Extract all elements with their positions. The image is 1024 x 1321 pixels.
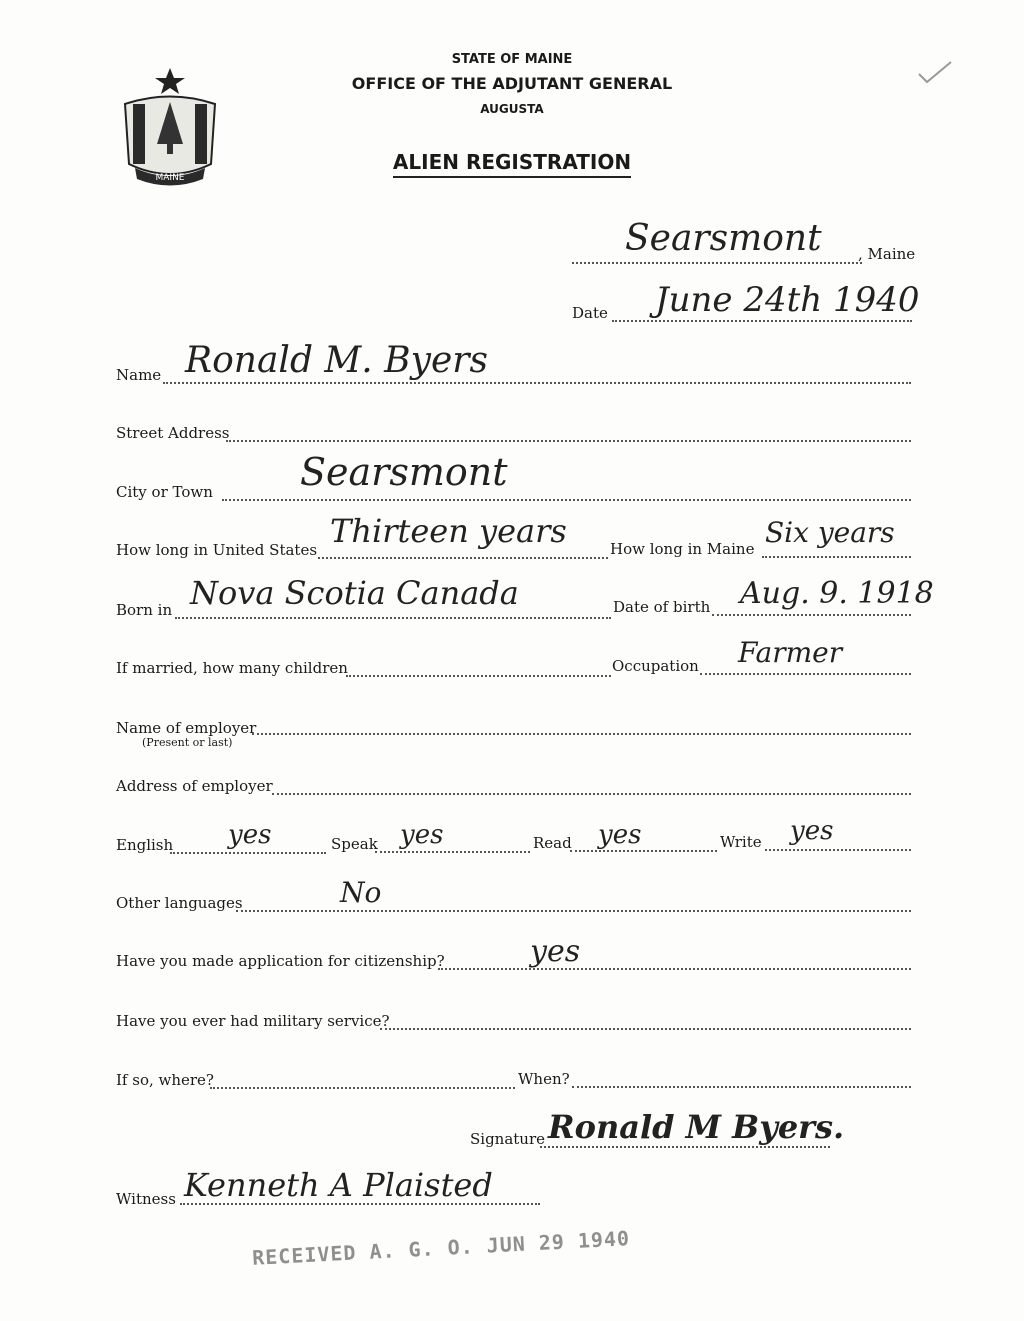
place-value: Searsmont [625, 218, 822, 259]
born-in-line [175, 617, 611, 619]
military-line [380, 1028, 911, 1030]
place-line [572, 262, 862, 264]
street-line [226, 440, 911, 442]
occupation-line [700, 673, 911, 675]
speak-value: yes [400, 820, 444, 850]
read-line [570, 850, 717, 852]
citizenship-line [438, 968, 911, 970]
english-value: yes [228, 820, 272, 850]
maine-state-seal [115, 64, 225, 189]
signature-label: Signature [470, 1130, 546, 1148]
employer-name-sublabel: (Present or last) [142, 736, 233, 749]
employer-address-line [272, 793, 911, 795]
street-label: Street Address [116, 424, 230, 442]
city-heading: AUGUSTA [480, 102, 544, 116]
citizenship-label: Have you made application for citizenship? [116, 952, 445, 970]
signature-line [540, 1146, 830, 1148]
how-long-us-label: How long in United States [116, 541, 318, 559]
witness-value: Kenneth A Plaisted [184, 1166, 493, 1204]
place-suffix: , Maine [858, 245, 916, 263]
seal-text: MAINE [155, 173, 185, 183]
write-value: yes [790, 816, 834, 846]
read-value: yes [598, 820, 642, 850]
name-label: Name [116, 366, 162, 384]
write-label: Write [720, 833, 762, 851]
signature-value: Ronald M Byers. [548, 1108, 845, 1146]
employer-name-line [252, 733, 911, 735]
date-of-birth-line [712, 614, 911, 616]
speak-line [375, 851, 530, 853]
name-value: Ronald M. Byers [185, 340, 488, 381]
children-line [346, 675, 611, 677]
english-label: English [116, 836, 174, 854]
born-in-label: Born in [116, 601, 173, 619]
name-line [163, 382, 911, 384]
occupation-label: Occupation [612, 657, 699, 675]
date-of-birth-value: Aug. 9. 1918 [740, 576, 934, 611]
military-label: Have you ever had military service? [116, 1012, 390, 1030]
how-long-maine-label: How long in Maine [610, 540, 755, 558]
english-line [170, 852, 326, 854]
employer-name-label: Name of employer [116, 719, 257, 737]
other-languages-label: Other languages [116, 894, 243, 912]
when-line [572, 1086, 911, 1088]
other-languages-value: No [340, 876, 382, 909]
where-line [210, 1087, 515, 1089]
date-of-birth-label: Date of birth [613, 598, 711, 616]
city-line [222, 499, 911, 501]
state-heading: STATE OF MAINE [451, 52, 573, 67]
date-label: Date [572, 304, 608, 322]
date-value: June 24th 1940 [655, 280, 920, 320]
witness-label: Witness [116, 1190, 176, 1208]
read-label: Read [533, 834, 572, 852]
when-label: When? [518, 1070, 570, 1088]
speak-label: Speak [331, 835, 378, 853]
how-long-maine-line [762, 556, 911, 558]
city-label: City or Town [116, 483, 213, 501]
how-long-us-value: Thirteen years [330, 512, 567, 550]
date-line [612, 320, 912, 322]
office-heading: OFFICE OF THE ADJUTANT GENERAL [351, 74, 673, 93]
where-label: If so, where? [116, 1071, 214, 1089]
received-stamp: RECEIVED A. G. O. JUN 29 1940 [251, 1226, 631, 1270]
occupation-value: Farmer [738, 636, 843, 669]
city-value: Searsmont [300, 450, 508, 494]
form-title: ALIEN REGISTRATION [300, 150, 724, 174]
check-mark-icon [915, 58, 955, 88]
children-label: If married, how many children [116, 659, 348, 677]
other-languages-line [236, 910, 911, 912]
citizenship-value: yes [530, 934, 581, 969]
how-long-maine-value: Six years [765, 516, 895, 549]
employer-address-label: Address of employer [116, 777, 273, 795]
how-long-us-line [318, 557, 608, 559]
write-line [765, 849, 911, 851]
born-in-value: Nova Scotia Canada [190, 574, 519, 612]
